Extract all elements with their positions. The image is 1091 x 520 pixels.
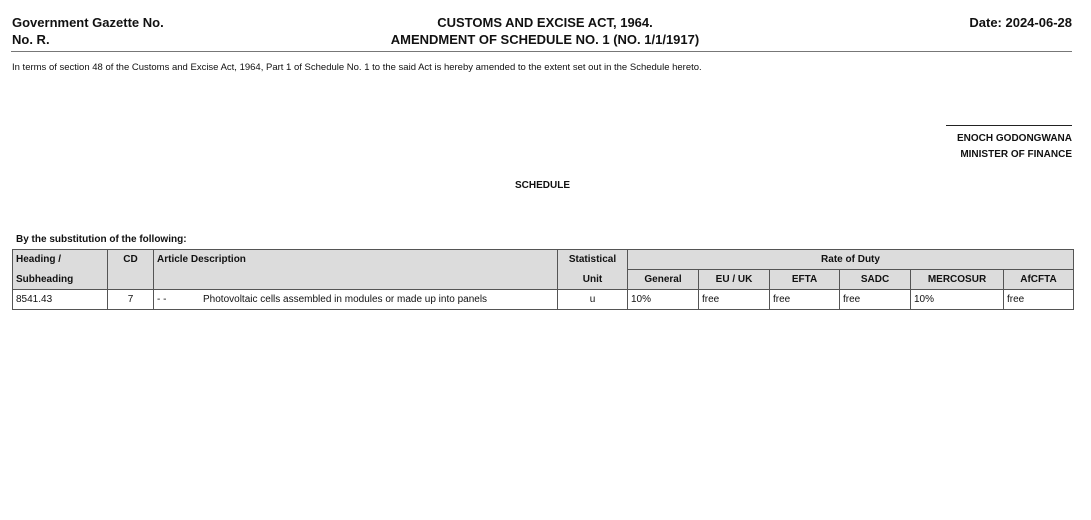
signatory-title: MINISTER OF FINANCE — [960, 149, 1072, 160]
substitution-label: By the substitution of the following: — [16, 234, 187, 245]
efta-header: EFTA — [770, 270, 840, 290]
signatory-name: ENOCH GODONGWANA — [957, 133, 1072, 144]
description-dashes: - - — [157, 294, 167, 305]
eu-uk-header: EU / UK — [699, 270, 770, 290]
sadc-cell: free — [840, 290, 911, 310]
table-header-row-1 — [13, 250, 1074, 270]
act-title: CUSTOMS AND EXCISE ACT, 1964. — [437, 15, 653, 30]
description-header: Article Description — [154, 250, 558, 270]
sadc-header: SADC — [840, 270, 911, 290]
description-cell — [154, 290, 558, 310]
heading-header: Heading / — [13, 250, 108, 270]
signatory-block — [957, 131, 1072, 163]
table-row — [13, 290, 1074, 310]
tariff-table — [12, 249, 1074, 310]
subheading-header: Subheading — [13, 270, 108, 290]
mercosur-header: MERCOSUR — [911, 270, 1004, 290]
intro-paragraph: In terms of section 48 of the Customs and Excise Act, 1964, Part 1 of Schedule No. 1 to the said Act is hereby amended to the extent set out in the Schedule hereto. — [12, 62, 702, 73]
cd-header: CD — [108, 250, 154, 270]
unit-cell: u — [558, 290, 628, 310]
statistical-unit-header: Statistical — [558, 250, 628, 270]
cd-cell: 7 — [108, 290, 154, 310]
document-title-block — [330, 14, 760, 48]
cd-header-cont — [108, 270, 154, 290]
afcfta-cell: free — [1004, 290, 1074, 310]
afcfta-header: AfCFTA — [1004, 270, 1074, 290]
description-header-cont — [154, 270, 558, 290]
eu-uk-cell: free — [699, 290, 770, 310]
description-text: Photovoltaic cells assembled in modules or made up into panels — [203, 294, 488, 305]
rate-of-duty-header: Rate of Duty — [628, 250, 1074, 270]
mercosur-cell: 10% — [911, 290, 1004, 310]
document-date: Date: 2024-06-28 — [969, 15, 1072, 30]
heading-cell: 8541.43 — [13, 290, 108, 310]
table-header-row-2 — [13, 270, 1074, 290]
amendment-title: AMENDMENT OF SCHEDULE NO. 1 (NO. 1/1/1917) — [390, 32, 700, 47]
efta-cell: free — [770, 290, 840, 310]
schedule-title: SCHEDULE — [514, 180, 570, 191]
regulation-number-label: No. R. — [12, 32, 50, 47]
general-header: General — [628, 270, 699, 290]
gazette-number-label: Government Gazette No. — [12, 15, 164, 30]
signature-line — [946, 125, 1072, 126]
general-cell: 10% — [628, 290, 699, 310]
header-divider — [11, 51, 1072, 52]
gazette-number-block — [12, 14, 164, 48]
unit-header: Unit — [558, 270, 628, 290]
